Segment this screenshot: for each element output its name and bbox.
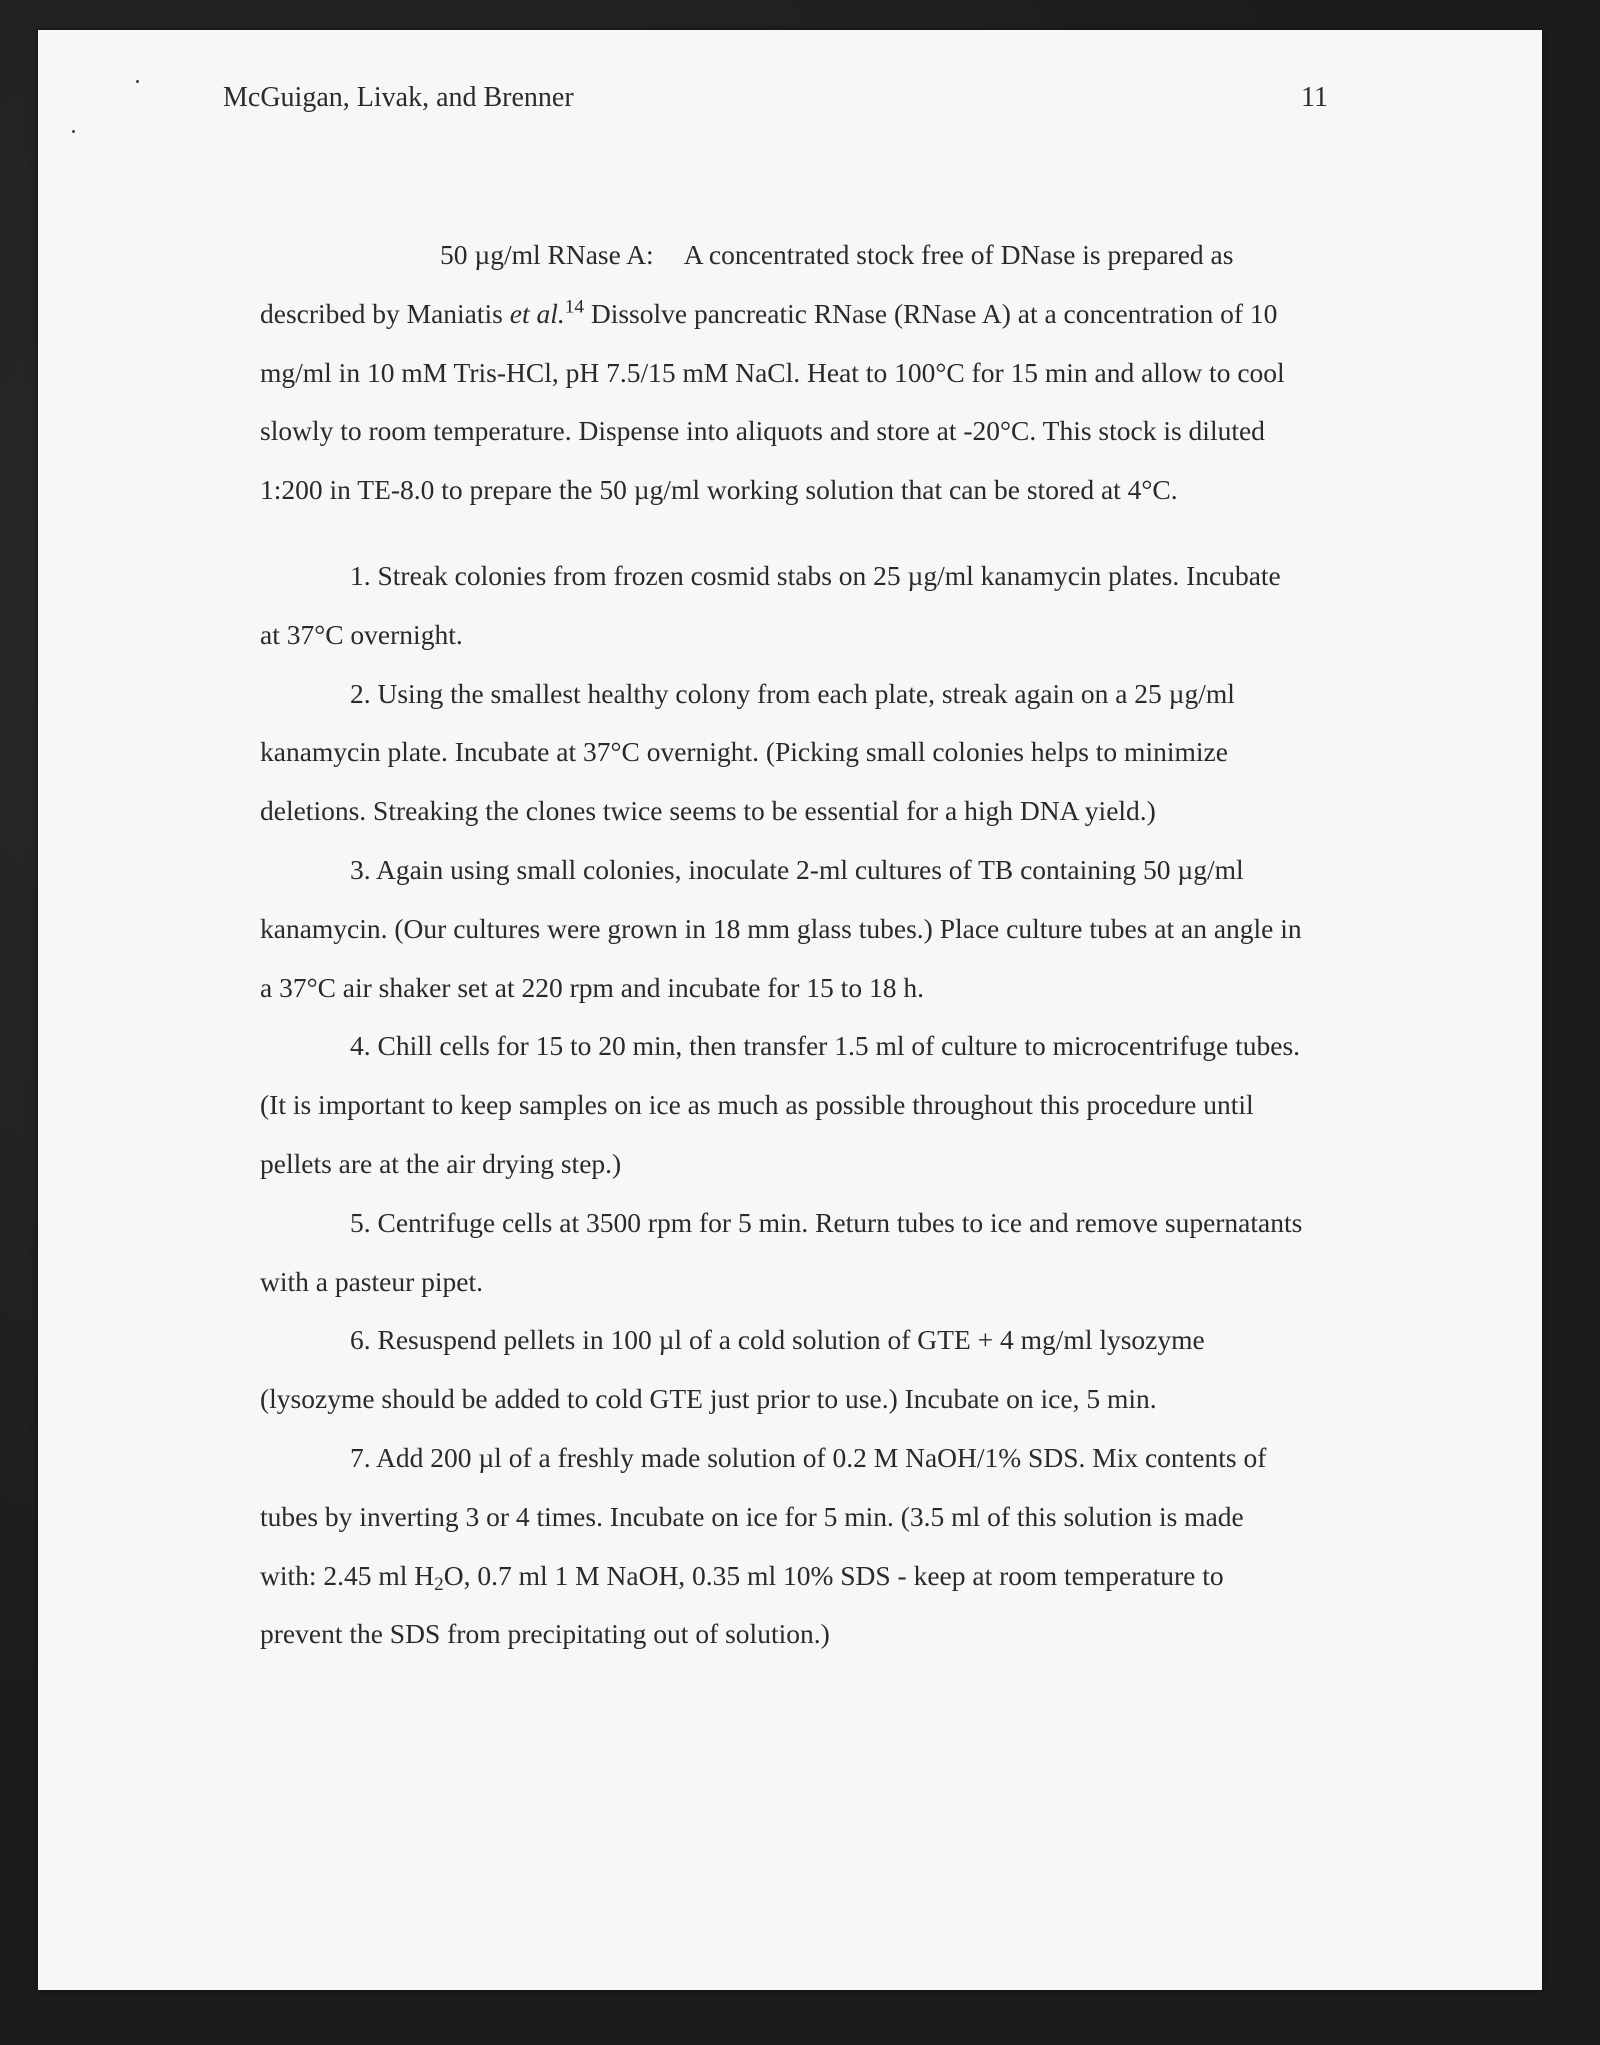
- document-body: [260, 226, 1305, 1664]
- step-1: 1. Streak colonies from frozen cosmid stabs on 25 µg/ml kanamycin plates. Incubate at 37°C overnight.: [260, 559, 1281, 650]
- step-7-text-b: O, 0.7 ml 1 M NaOH, 0.35 ml 10% SDS - keep at room temperature to prevent the SDS from precipitating out of solution.): [260, 1559, 1224, 1650]
- citation-superscript: 14: [564, 296, 584, 318]
- header-authors: McGuigan, Livak, and Brenner: [223, 82, 574, 113]
- water-subscript: 2: [434, 1573, 444, 1595]
- step-2: 2. Using the smallest healthy colony from each plate, streak again on a 25 µg/ml kanamycin plate. Incubate at 37°C overnight. (Picking small colonies helps to minimize deletions. Streaking the clones twice seems to be essential for a high DNA yield.): [260, 677, 1235, 827]
- step-5: 5. Centrifuge cells at 3500 rpm for 5 min. Return tubes to ice and remove supernatants with a pasteur pipet.: [260, 1206, 1303, 1297]
- rnase-paragraph: [260, 226, 1305, 520]
- reagent-lead: 50 µg/ml RNase A:: [440, 239, 654, 270]
- intro-text-a: A concentrated stock free of DNase is prepared as described by Maniatis: [260, 239, 1234, 329]
- step-7: [260, 1429, 1305, 1664]
- step-4: 4. Chill cells for 15 to 20 min, then transfer 1.5 ml of culture to microcentrifuge tubes. (It is important to keep samples on ice as much as possible throughout this procedure until pellets are at the air drying step.): [260, 1030, 1301, 1179]
- step-3: 3. Again using small colonies, inoculate 2-ml cultures of TB containing 50 µg/ml kanamycin. (Our cultures were grown in 18 mm glass tubes.) Place culture tubes at an angle in a 37°C air shaker set at 220 rpm and incubate for 15 to 18 h.: [260, 853, 1302, 1003]
- paragraph-gap: [260, 520, 1305, 547]
- running-header: [223, 82, 1328, 126]
- step-7-text-a: 7. Add 200 µl of a freshly made solution of 0.2 M NaOH/1% SDS. Mix contents of tubes by inverting 3 or 4 times. Incubate on ice for 5 min. (3.5 ml of this solution is made with: 2.45 ml H: [260, 1441, 1267, 1591]
- intro-italic: et al.: [509, 297, 565, 329]
- speck-mark: [72, 130, 75, 133]
- speck-mark: [136, 80, 139, 83]
- step-6: 6. Resuspend pellets in 100 µl of a cold solution of GTE + 4 mg/ml lysozyme (lysozyme should be added to cold GTE just prior to use.) Incubate on ice, 5 min.: [260, 1324, 1205, 1415]
- page-number: 11: [1301, 82, 1328, 113]
- intro-text-b: Dissolve pancreatic RNase (RNase A) at a concentration of 10 mg/ml in 10 mM Tris-HCl, pH 7.5/15 mM NaCl. Heat to 100°C for 15 min and allow to cool slowly to room temperature. Dispense into aliquots and store at -20°C. This stock is diluted 1:200 in TE-8.0 to prepare the 50 µg/ml working solution that can be stored at 4°C.: [260, 297, 1285, 506]
